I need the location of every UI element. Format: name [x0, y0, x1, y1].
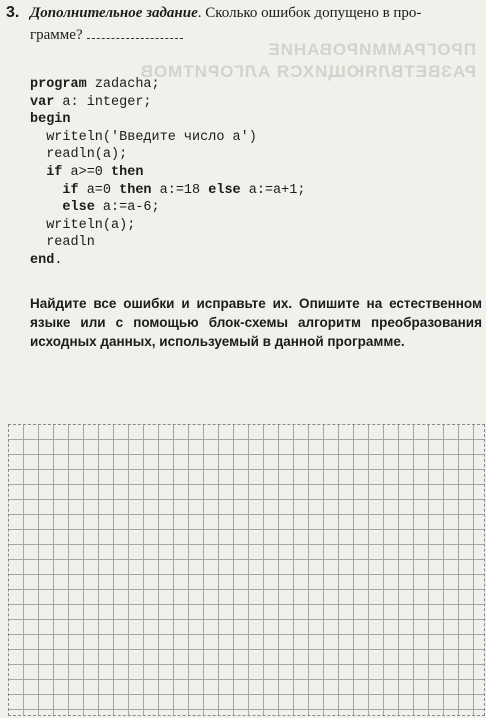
- code-keyword: end: [30, 252, 55, 268]
- code-keyword: if: [46, 164, 63, 180]
- task-header: [6, 2, 476, 46]
- code-text: a:=a+1;: [240, 182, 306, 198]
- code-keyword: begin: [30, 112, 71, 128]
- code-keyword: then: [111, 164, 144, 180]
- code-keyword: then: [119, 182, 152, 198]
- code-line: [30, 199, 305, 217]
- code-text: writeln('Введите число a'): [30, 129, 257, 145]
- task-question: . Сколько ошибок допущено в про-: [197, 5, 422, 21]
- code-keyword: else: [62, 200, 95, 216]
- code-line: [30, 164, 305, 182]
- code-text: zadacha;: [86, 77, 160, 92]
- code-keyword: program: [30, 77, 87, 92]
- code-text: .: [54, 252, 63, 268]
- code-keyword: var: [30, 94, 55, 110]
- code-text: a>=0: [62, 164, 112, 180]
- code-line: [30, 234, 305, 252]
- bleed-through-text: ПРОГРАММИРОВАНИЕ: [267, 40, 476, 59]
- code-line: [30, 129, 305, 147]
- code-text: [30, 183, 62, 198]
- task-number: 3.: [6, 4, 20, 21]
- answer-blank[interactable]: [87, 26, 183, 39]
- code-text: a: integer;: [54, 94, 152, 110]
- code-text: readln(a);: [30, 147, 128, 163]
- code-line: [30, 182, 305, 200]
- code-line: [30, 252, 305, 270]
- bleed-through-text: РАЗВЕТВЛЯЮЩИХСЯ АЛГОРИТМОВ: [139, 62, 476, 81]
- task-title: Дополнительное задание: [30, 5, 198, 21]
- program-code: [30, 76, 305, 270]
- code-line: [30, 94, 305, 112]
- code-text: a:=a-6;: [94, 200, 160, 216]
- code-text: readln: [30, 235, 95, 251]
- code-text: a:=18: [151, 182, 209, 198]
- code-text: a=0: [78, 182, 120, 198]
- code-line: [30, 76, 305, 94]
- task-instruction: Найдите все ошибки и исправьте их. Опишите на естественном языке или с помощью блок-схемы алгоритм преобразования исходных данных, используемый в данной программе.: [30, 296, 482, 349]
- code-line: [30, 111, 305, 129]
- code-text: [30, 165, 46, 180]
- code-text: writeln(a);: [30, 217, 136, 233]
- answer-grid[interactable]: [8, 424, 485, 716]
- code-text: [30, 200, 62, 215]
- code-line: [30, 146, 305, 164]
- code-keyword: if: [62, 182, 79, 198]
- code-line: [30, 217, 305, 235]
- code-keyword: else: [208, 182, 241, 198]
- task-question-end: грамме?: [30, 27, 83, 43]
